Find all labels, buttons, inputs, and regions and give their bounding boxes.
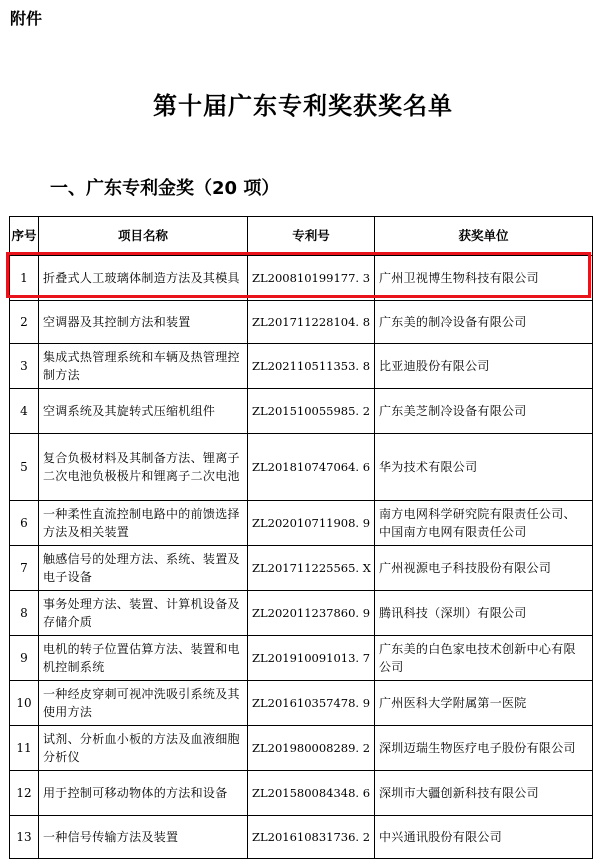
row-patent-number: ZL201980008289. 2 [248,726,375,771]
row-patent-number: ZL201810747064. 6 [248,434,375,501]
table-row [10,636,593,681]
row-seq: 13 [10,816,39,859]
table-row [10,771,593,816]
document-title: 第十届广东专利奖获奖名单 [153,91,453,120]
table-row [10,501,593,546]
row-project-name: 折叠式人工玻璃体制造方法及其模具 [39,256,248,301]
row-award-unit: 华为技术有限公司 [375,434,593,501]
row-patent-number: ZL201711228104. 8 [248,301,375,344]
table-row [10,301,593,344]
row-seq: 10 [10,681,39,726]
row-project-name: 复合负极材料及其制备方法、锂离子二次电池负极极片和锂离子二次电池 [39,434,248,501]
row-project-name: 用于控制可移动物体的方法和设备 [39,771,248,816]
row-seq: 6 [10,501,39,546]
row-seq: 8 [10,591,39,636]
header-patent-number: 专利号 [248,217,375,256]
row-patent-number: ZL200810199177. 3 [248,256,375,301]
row-seq: 7 [10,546,39,591]
row-patent-number: ZL201510055985. 2 [248,389,375,434]
row-project-name: 空调系统及其旋转式压缩机组件 [39,389,248,434]
row-seq: 5 [10,434,39,501]
row-project-name: 一种柔性直流控制电路中的前馈选择方法及相关装置 [39,501,248,546]
row-award-unit: 广东美的制冷设备有限公司 [375,301,593,344]
row-patent-number: ZL201711225565. X [248,546,375,591]
row-award-unit: 深圳迈瑞生物医疗电子股份有限公司 [375,726,593,771]
table-row [10,344,593,389]
row-patent-number: ZL202110511353. 8 [248,344,375,389]
row-seq: 11 [10,726,39,771]
table-row [10,434,593,501]
row-patent-number: ZL201610831736. 2 [248,816,375,859]
table-row [10,256,593,301]
row-seq: 4 [10,389,39,434]
row-seq: 12 [10,771,39,816]
row-seq: 1 [10,256,39,301]
row-patent-number: ZL201580084348. 6 [248,771,375,816]
table-row [10,681,593,726]
row-project-name: 触感信号的处理方法、系统、装置及电子设备 [39,546,248,591]
table-row [10,726,593,771]
row-project-name: 事务处理方法、装置、计算机设备及存储介质 [39,591,248,636]
row-award-unit: 广州卫视博生物科技有限公司 [375,256,593,301]
row-seq: 3 [10,344,39,389]
row-project-name: 集成式热管理系统和车辆及热管理控制方法 [39,344,248,389]
row-patent-number: ZL202011237860. 9 [248,591,375,636]
table-row [10,816,593,859]
row-seq: 2 [10,301,39,344]
row-award-unit: 腾讯科技（深圳）有限公司 [375,591,593,636]
row-award-unit: 中兴通讯股份有限公司 [375,816,593,859]
row-seq: 9 [10,636,39,681]
row-project-name: 空调器及其控制方法和装置 [39,301,248,344]
header-project-name: 项目名称 [39,217,248,256]
table-row [10,389,593,434]
section-heading: 一、广东专利金奖（20 项） [50,178,280,199]
row-patent-number: ZL201610357478. 9 [248,681,375,726]
row-award-unit: 南方电网科学研究院有限责任公司、中国南方电网有限责任公司 [375,501,593,546]
table-row [10,546,593,591]
row-award-unit: 广州医科大学附属第一医院 [375,681,593,726]
header-seq: 序号 [10,217,39,256]
row-award-unit: 比亚迪股份有限公司 [375,344,593,389]
table-header-row [10,217,593,256]
row-award-unit: 深圳市大疆创新科技有限公司 [375,771,593,816]
row-project-name: 电机的转子位置估算方法、装置和电机控制系统 [39,636,248,681]
row-award-unit: 广东美芝制冷设备有限公司 [375,389,593,434]
row-patent-number: ZL202010711908. 9 [248,501,375,546]
row-project-name: 一种信号传输方法及装置 [39,816,248,859]
row-award-unit: 广州视源电子科技股份有限公司 [375,546,593,591]
awards-table [9,216,593,859]
header-award-unit: 获奖单位 [375,217,593,256]
row-patent-number: ZL201910091013. 7 [248,636,375,681]
row-award-unit: 广东美的白色家电技术创新中心有限公司 [375,636,593,681]
table-row [10,591,593,636]
row-project-name: 试剂、分析血小板的方法及血液细胞分析仪 [39,726,248,771]
row-project-name: 一种经皮穿刺可视冲洗吸引系统及其使用方法 [39,681,248,726]
attachment-label: 附件 [10,9,43,28]
